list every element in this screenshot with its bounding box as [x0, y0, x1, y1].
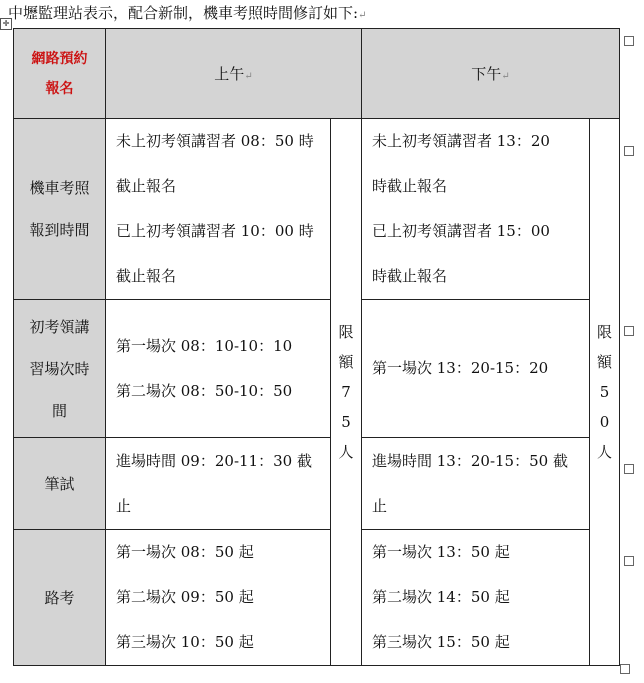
am-checkin-cell: 未上初考領講習者 08：50 時 截止報名 已上初考領講習者 10：00 時 截止報名	[106, 119, 331, 300]
row-label-checkin: 機車考照 報到時間	[14, 119, 106, 300]
afternoon-header: 下午↵	[362, 29, 620, 119]
row-end-marker-icon	[624, 556, 634, 566]
intro-text: 中壢監理站表示，配合新制，機車考照時間修訂如下:↵	[8, 4, 367, 22]
corner-header	[14, 29, 106, 119]
row-end-marker-icon	[624, 326, 634, 336]
morning-quota: 限額75人	[331, 119, 362, 666]
pm-checkin-cell: 未上初考領講習者 13：20 時截止報名 已上初考領講習者 15：00 時截止報名	[362, 119, 590, 300]
corner-header-line2: 報名	[45, 80, 74, 97]
table-resize-handle-icon[interactable]	[620, 664, 630, 674]
am-road-test-cell: 第一場次 08：50 起 第二場次 09：50 起 第三場次 10：50 起	[106, 530, 331, 666]
row-label-lecture: 初考領講 習場次時 間	[14, 300, 106, 438]
morning-header: 上午↵	[106, 29, 362, 119]
afternoon-quota: 限額50人	[590, 119, 620, 666]
pm-lecture-cell: 第一場次 13：20-15：20	[362, 300, 590, 438]
row-label-road-test: 路考	[14, 530, 106, 666]
pm-road-test-cell: 第一場次 13：50 起 第二場次 14：50 起 第三場次 15：50 起	[362, 530, 590, 666]
am-written-test-cell: 進場時間 09：20-11：30 截 止	[106, 438, 331, 530]
am-lecture-cell: 第一場次 08：10-10：10 第二場次 08：50-10：50	[106, 300, 331, 438]
schedule-table	[13, 28, 620, 666]
row-end-marker-icon	[624, 464, 634, 474]
table-move-handle-icon[interactable]: ✛	[0, 18, 12, 30]
row-end-marker-icon	[624, 146, 634, 156]
row-label-written-test: 筆試	[14, 438, 106, 530]
corner-header-line1: 網路預約	[31, 50, 88, 67]
pm-written-test-cell: 進場時間 13：20-15：50 截 止	[362, 438, 590, 530]
row-end-marker-icon	[624, 36, 634, 46]
